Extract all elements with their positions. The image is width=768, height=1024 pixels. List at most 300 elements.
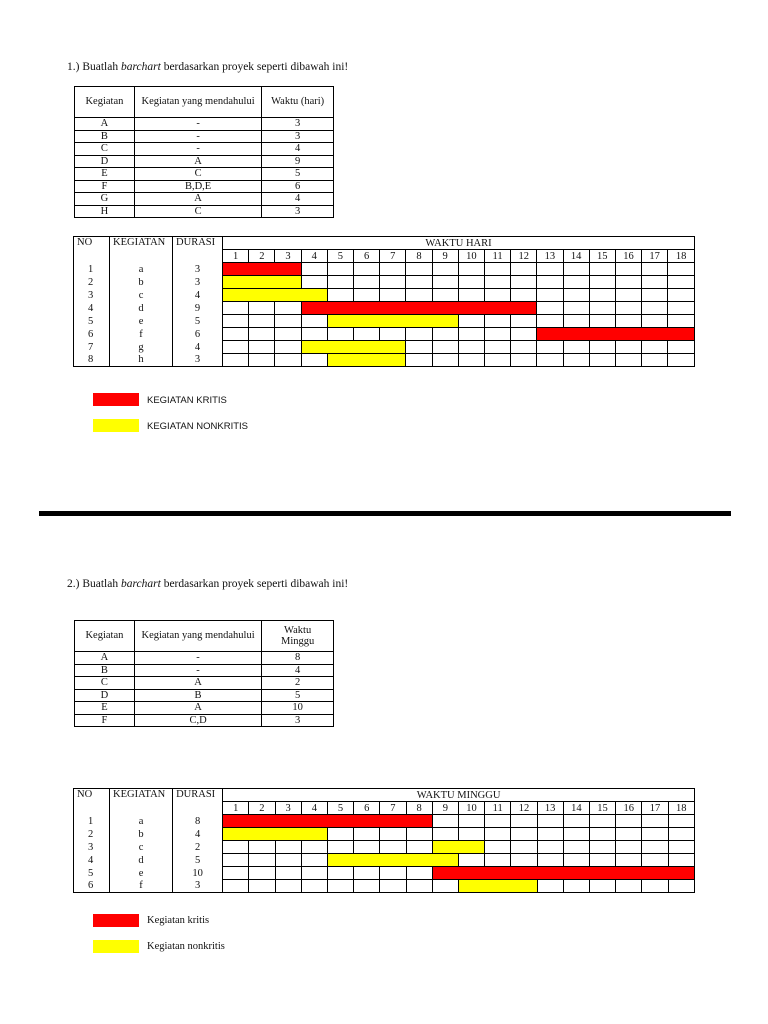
time-cell <box>327 880 353 893</box>
time-cell <box>589 289 615 302</box>
activity-predecessor: A <box>134 193 261 206</box>
gantt-header-row <box>74 237 695 250</box>
activity-row <box>75 118 334 131</box>
time-cell <box>563 302 589 315</box>
time-cell <box>642 341 668 354</box>
row-kegiatan: g <box>110 341 173 354</box>
activity-predecessor: - <box>134 143 261 156</box>
day-label: 12 <box>511 802 537 815</box>
time-cell <box>406 841 432 854</box>
time-cell <box>511 815 537 828</box>
row-kegiatan: c <box>110 289 173 302</box>
bar-noncritical <box>327 854 353 867</box>
bar-noncritical <box>327 354 353 367</box>
header-kegiatan: KEGIATAN <box>110 237 173 263</box>
time-cell <box>511 341 537 354</box>
time-cell <box>511 263 537 276</box>
time-cell <box>223 880 249 893</box>
header-kegiatan: Kegiatan <box>75 621 135 652</box>
activity-code: B <box>75 664 135 677</box>
activity-row <box>75 180 334 193</box>
bar-noncritical <box>249 276 275 289</box>
row-durasi: 2 <box>173 841 223 854</box>
time-cell <box>563 263 589 276</box>
row-no: 4 <box>74 854 110 867</box>
bar-critical <box>642 328 668 341</box>
time-cell <box>354 328 380 341</box>
activity-duration: 3 <box>262 714 334 727</box>
time-cell <box>458 854 484 867</box>
gantt-row <box>74 263 695 276</box>
row-durasi: 5 <box>173 854 223 867</box>
time-cell <box>432 328 458 341</box>
day-label: 5 <box>327 250 353 263</box>
time-cell <box>327 289 353 302</box>
day-label: 14 <box>563 250 589 263</box>
legend-swatch-noncritical-2 <box>93 940 139 953</box>
day-label: 4 <box>301 802 327 815</box>
time-cell <box>380 841 406 854</box>
time-cell <box>354 880 380 893</box>
time-cell <box>563 854 589 867</box>
bar-critical <box>511 302 537 315</box>
row-durasi: 8 <box>173 815 223 828</box>
day-label: 16 <box>616 802 642 815</box>
time-cell <box>589 263 615 276</box>
time-cell <box>275 328 301 341</box>
row-kegiatan: d <box>110 302 173 315</box>
gantt-row <box>74 341 695 354</box>
time-cell <box>668 828 694 841</box>
time-cell <box>301 867 327 880</box>
row-no: 2 <box>74 276 110 289</box>
legend-swatch-critical-1 <box>93 393 139 406</box>
gantt-row <box>74 302 695 315</box>
time-cell <box>275 341 301 354</box>
activity-code: B <box>75 130 135 143</box>
bar-noncritical <box>406 315 432 328</box>
time-cell <box>668 289 695 302</box>
day-label: 18 <box>668 802 694 815</box>
time-cell <box>354 276 380 289</box>
row-durasi: 6 <box>173 328 223 341</box>
gantt-table-2 <box>73 788 695 893</box>
activity-code: E <box>75 168 135 181</box>
gantt-row <box>74 315 695 328</box>
time-cell <box>354 841 380 854</box>
gantt-row <box>74 880 695 893</box>
bar-noncritical <box>380 315 406 328</box>
time-cell <box>301 315 327 328</box>
time-cell <box>275 854 301 867</box>
row-kegiatan: f <box>110 328 173 341</box>
activity-predecessor: B <box>134 689 261 702</box>
day-label: 1 <box>223 250 249 263</box>
time-cell <box>642 841 668 854</box>
bar-noncritical <box>275 828 301 841</box>
bar-critical <box>249 263 275 276</box>
bar-critical <box>563 328 589 341</box>
row-no: 3 <box>74 841 110 854</box>
gantt-table-1 <box>73 236 695 367</box>
time-cell <box>589 315 615 328</box>
bar-noncritical <box>249 828 275 841</box>
activity-row <box>75 677 334 690</box>
bar-noncritical <box>327 315 353 328</box>
activity-predecessor: - <box>134 652 261 665</box>
time-cell <box>615 315 641 328</box>
time-cell <box>537 828 563 841</box>
time-cell <box>511 841 537 854</box>
bar-critical <box>458 302 484 315</box>
header-durasi: DURASI <box>173 237 223 263</box>
bar-critical <box>223 263 249 276</box>
activity-predecessor: B,D,E <box>134 180 261 193</box>
time-cell <box>589 880 615 893</box>
row-kegiatan: a <box>110 815 173 828</box>
time-cell <box>642 263 668 276</box>
time-cell <box>615 302 641 315</box>
activity-code: A <box>75 652 135 665</box>
activity-predecessor: - <box>134 130 261 143</box>
legend-label-critical-1: KEGIATAN KRITIS <box>147 395 227 406</box>
row-no: 1 <box>74 263 110 276</box>
activity-code: D <box>75 689 135 702</box>
time-cell <box>432 354 458 367</box>
time-cell <box>616 880 642 893</box>
activity-code: C <box>75 677 135 690</box>
row-no: 1 <box>74 815 110 828</box>
row-kegiatan: a <box>110 263 173 276</box>
question-2-title: 2.) Buatlah barchart berdasarkan proyek seperti dibawah ini! <box>67 578 349 590</box>
bar-critical <box>327 302 353 315</box>
time-cell <box>275 354 301 367</box>
time-cell <box>354 828 380 841</box>
row-durasi: 5 <box>173 315 223 328</box>
time-cell <box>537 315 563 328</box>
bar-critical <box>668 867 694 880</box>
activity-code: C <box>75 143 135 156</box>
time-cell <box>327 328 353 341</box>
time-cell <box>511 328 537 341</box>
time-cell <box>327 263 353 276</box>
bar-critical <box>668 328 695 341</box>
time-cell <box>537 341 563 354</box>
time-cell <box>327 867 353 880</box>
activity-row <box>75 155 334 168</box>
row-kegiatan: f <box>110 880 173 893</box>
bar-critical <box>249 815 275 828</box>
gantt-row <box>74 815 695 828</box>
bar-noncritical <box>223 828 249 841</box>
time-cell <box>537 854 563 867</box>
day-label: 7 <box>380 250 406 263</box>
time-cell <box>301 854 327 867</box>
gantt-row <box>74 828 695 841</box>
header-time: WAKTU HARI <box>223 237 695 250</box>
activity-predecessor: C <box>134 205 261 218</box>
activity-predecessor: - <box>134 118 261 131</box>
time-cell <box>380 328 406 341</box>
time-cell <box>380 289 406 302</box>
time-cell <box>458 315 484 328</box>
time-cell <box>406 276 432 289</box>
row-kegiatan: d <box>110 854 173 867</box>
time-cell <box>484 328 510 341</box>
time-cell <box>511 828 537 841</box>
time-cell <box>249 854 275 867</box>
activity-row <box>75 664 334 677</box>
row-kegiatan: e <box>110 315 173 328</box>
day-label: 1 <box>223 802 249 815</box>
bar-critical <box>485 867 511 880</box>
day-label: 18 <box>668 250 695 263</box>
time-cell <box>406 328 432 341</box>
activity-duration: 9 <box>262 155 334 168</box>
bar-critical <box>642 867 668 880</box>
time-cell <box>406 354 432 367</box>
activity-row <box>75 143 334 156</box>
time-cell <box>380 276 406 289</box>
bar-noncritical <box>511 880 537 893</box>
day-label: 13 <box>537 802 563 815</box>
time-cell <box>301 276 327 289</box>
bar-critical <box>301 815 327 828</box>
day-label: 3 <box>275 250 301 263</box>
activity-row <box>75 652 334 665</box>
time-cell <box>616 815 642 828</box>
bar-noncritical <box>354 315 380 328</box>
day-label: 3 <box>275 802 301 815</box>
time-cell <box>642 354 668 367</box>
bar-critical <box>511 867 537 880</box>
activity-duration: 5 <box>262 168 334 181</box>
row-durasi: 4 <box>173 341 223 354</box>
time-cell <box>615 263 641 276</box>
activity-predecessor: C,D <box>134 714 261 727</box>
row-kegiatan: c <box>110 841 173 854</box>
time-cell <box>485 815 511 828</box>
legend-label-noncritical-1: KEGIATAN NONKRITIS <box>147 421 248 432</box>
time-cell <box>642 854 668 867</box>
day-label: 10 <box>458 802 484 815</box>
time-cell <box>511 854 537 867</box>
bar-noncritical <box>485 880 511 893</box>
time-cell <box>668 263 695 276</box>
header-pendahulu: Kegiatan yang mendahului <box>134 87 261 118</box>
bar-critical <box>327 815 353 828</box>
gantt-row <box>74 276 695 289</box>
time-cell <box>668 315 695 328</box>
activity-row <box>75 168 334 181</box>
row-kegiatan: h <box>110 354 173 367</box>
time-cell <box>432 828 458 841</box>
activity-duration: 3 <box>262 118 334 131</box>
time-cell <box>642 880 668 893</box>
time-cell <box>327 828 353 841</box>
time-cell <box>668 815 694 828</box>
time-cell <box>589 354 615 367</box>
day-label: 2 <box>249 802 275 815</box>
row-no: 6 <box>74 328 110 341</box>
time-cell <box>354 867 380 880</box>
day-label: 12 <box>511 250 537 263</box>
activity-row <box>75 702 334 715</box>
time-cell <box>511 289 537 302</box>
activity-code: E <box>75 702 135 715</box>
time-cell <box>563 815 589 828</box>
row-no: 3 <box>74 289 110 302</box>
activity-predecessor: - <box>134 664 261 677</box>
activity-duration: 3 <box>262 205 334 218</box>
time-cell <box>537 815 563 828</box>
time-cell <box>537 276 563 289</box>
bar-noncritical <box>354 341 380 354</box>
time-cell <box>380 263 406 276</box>
activity-predecessor: A <box>134 702 261 715</box>
time-cell <box>249 302 275 315</box>
time-cell <box>485 841 511 854</box>
bar-noncritical <box>301 289 327 302</box>
row-no: 7 <box>74 341 110 354</box>
time-cell <box>511 315 537 328</box>
time-cell <box>484 315 510 328</box>
day-label: 8 <box>406 802 432 815</box>
bar-noncritical <box>432 841 458 854</box>
time-cell <box>668 276 695 289</box>
day-label: 11 <box>485 802 511 815</box>
time-cell <box>432 289 458 302</box>
bar-noncritical <box>327 341 353 354</box>
header-durasi: DURASI <box>173 789 223 815</box>
time-cell <box>563 841 589 854</box>
time-cell <box>249 354 275 367</box>
row-no: 5 <box>74 315 110 328</box>
time-cell <box>275 867 301 880</box>
row-kegiatan: e <box>110 867 173 880</box>
bar-noncritical <box>432 315 458 328</box>
time-cell <box>458 276 484 289</box>
time-cell <box>615 354 641 367</box>
time-cell <box>275 880 301 893</box>
bar-critical <box>563 867 589 880</box>
bar-noncritical <box>223 276 249 289</box>
activity-predecessor: A <box>134 677 261 690</box>
time-cell <box>406 880 432 893</box>
bar-critical <box>615 328 641 341</box>
day-label: 17 <box>642 802 668 815</box>
row-durasi: 3 <box>173 276 223 289</box>
time-cell <box>642 828 668 841</box>
activity-duration: 6 <box>262 180 334 193</box>
time-cell <box>432 880 458 893</box>
time-cell <box>589 815 615 828</box>
time-cell <box>275 302 301 315</box>
bar-critical <box>432 867 458 880</box>
time-cell <box>406 341 432 354</box>
activity-row <box>75 714 334 727</box>
day-label: 2 <box>249 250 275 263</box>
time-cell <box>668 854 694 867</box>
day-label: 15 <box>589 802 615 815</box>
bar-critical <box>223 815 249 828</box>
bar-noncritical <box>301 828 327 841</box>
bar-critical <box>589 328 615 341</box>
time-cell <box>589 341 615 354</box>
bar-critical <box>354 302 380 315</box>
activity-duration: 4 <box>262 193 334 206</box>
time-cell <box>668 341 695 354</box>
time-cell <box>642 315 668 328</box>
time-cell <box>406 289 432 302</box>
bar-critical <box>354 815 380 828</box>
time-cell <box>301 880 327 893</box>
time-cell <box>223 341 249 354</box>
time-cell <box>537 302 563 315</box>
time-cell <box>484 289 510 302</box>
gantt-row <box>74 854 695 867</box>
header-waktu: Waktu (hari) <box>262 87 334 118</box>
bar-critical <box>616 867 642 880</box>
time-cell <box>458 341 484 354</box>
time-cell <box>589 828 615 841</box>
activity-duration: 3 <box>262 130 334 143</box>
bar-noncritical <box>406 854 432 867</box>
time-cell <box>458 263 484 276</box>
gantt-header-row <box>74 789 695 802</box>
time-cell <box>327 841 353 854</box>
day-label: 7 <box>380 802 406 815</box>
time-cell <box>432 815 458 828</box>
legend-swatch-critical-2 <box>93 914 139 927</box>
bar-noncritical <box>354 354 380 367</box>
row-no: 4 <box>74 302 110 315</box>
time-cell <box>301 263 327 276</box>
bar-noncritical <box>275 276 301 289</box>
time-cell <box>223 328 249 341</box>
bar-noncritical <box>354 854 380 867</box>
activity-code: A <box>75 118 135 131</box>
bar-critical <box>275 263 301 276</box>
row-no: 8 <box>74 354 110 367</box>
bar-noncritical <box>432 854 458 867</box>
bar-critical <box>406 815 432 828</box>
time-cell <box>432 263 458 276</box>
time-cell <box>563 880 589 893</box>
day-label: 8 <box>406 250 432 263</box>
time-cell <box>616 841 642 854</box>
header-pendahulu: Kegiatan yang mendahului <box>134 621 261 652</box>
time-cell <box>589 276 615 289</box>
time-cell <box>537 263 563 276</box>
time-cell <box>563 315 589 328</box>
time-cell <box>249 328 275 341</box>
activity-table-1 <box>74 86 334 218</box>
activity-row <box>75 205 334 218</box>
activity-row <box>75 689 334 702</box>
row-durasi: 4 <box>173 828 223 841</box>
header-no: NO <box>74 789 110 815</box>
activity-table-2 <box>74 620 334 727</box>
bar-noncritical <box>301 341 327 354</box>
time-cell <box>668 880 694 893</box>
time-cell <box>537 841 563 854</box>
time-cell <box>511 354 537 367</box>
time-cell <box>223 867 249 880</box>
activity-duration: 10 <box>262 702 334 715</box>
time-cell <box>615 289 641 302</box>
time-cell <box>537 289 563 302</box>
